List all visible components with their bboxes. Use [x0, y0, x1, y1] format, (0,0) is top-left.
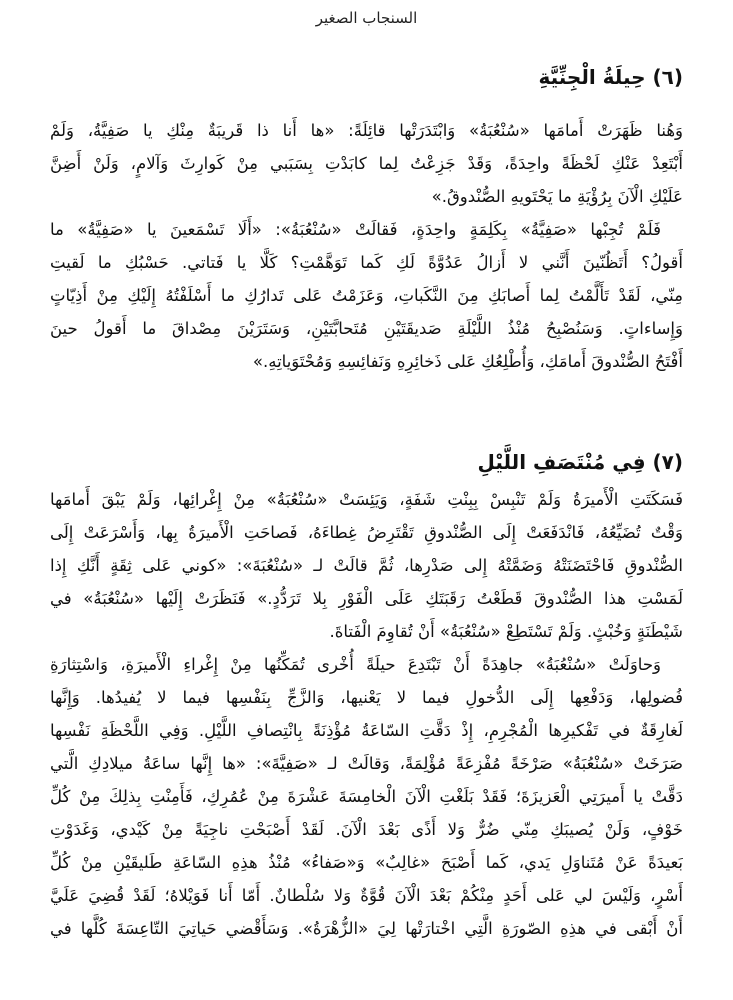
- paragraph: [50, 483, 683, 648]
- text-line: وَقْتٌ تُضَيِّعُهُ، فَانْدَفَعَتْ إِلَى الصُّنْدوقِ تَقْتَرِضُ غِطاءَهُ، فَصاحَتِ الْأَميرَةُ بِها، وَأَسْرَعَتْ إِلَى: [50, 523, 683, 542]
- text-line: أَقولُ؟ أَتَظُنّينَ أَنَّني لا أَزالُ عَدُوَّةً لَكِ كَما تَوَهَّمْتِ؟ كَلَّا يا فَتاتي. حَسْبُكِ ما لَقيتِ: [50, 253, 683, 272]
- section-title-6: (٦) حِيلَةُ الْجِنِّيَّةِ: [538, 65, 683, 89]
- text-line: أَنْ أَبْقى في هذِهِ الصّورَةِ الَّتِي اخْتارَتْها لِيَ «الزُّهْرَةُ». وَسَأَقْضي حَياتِيَ التّاعِسَةَ كُلَّها في: [50, 919, 683, 938]
- text-line: فَلَمْ تُجِبْها «صَفِيَّةُ» بِكَلِمَةٍ واحِدَةٍ، فَقالَتْ «سُنْعُبَةُ»: «أَلَا تَسْمَعينَ يا «صَفِيَّةُ» ما: [50, 220, 661, 239]
- text-line: عَلَيْكِ الْآنَ بِرُؤْيَةِ ما يَحْتَويهِ الصُّنْدوقُ.»: [431, 187, 683, 206]
- paragraph: [50, 213, 683, 378]
- text-line: دَقَّتْ يا أَميرَتِي الْعَزيزَةَ؛ فَقَدْ بَلَغْتِ الْآنَ الْخامِسَةَ عَشْرَةَ مِنْ عُمُرِكِ، فَأَمِنْتِ بِذلِكَ مِنْ كُلِّ: [50, 787, 683, 806]
- text-line: لَغارِقَةٌ في تَفْكيرِها الْمُجْرِمِ، إِذْ دَقَّتِ السّاعَةُ مُؤْذِنَةً بِانْتِصافِ اللَّيْلِ. وَفِي اللَّحْظَةِ نَفْسِها: [50, 721, 683, 740]
- text-line: فُضولِها، وَدَفْعِها إِلَى الدُّخولِ فيما لا يَعْنيها، وَالزَّجِّ بِنَفْسِها فيما لا يُفيدُها. وَإِنَّها: [50, 688, 683, 707]
- text-line: مِنّي، لَقَدْ تَأَلَّمْتُ لِما أَصابَكِ مِنَ النَّكَباتِ، وَعَزَمْتُ عَلى تَدارُكِ ما أَسْلَفْتُهُ إِلَيْكِ مِنْ أَذِيّاتٍ: [50, 286, 683, 305]
- text-line: بَعيدَةً عَنْ مُتَناوَلِ يَدي، كَما أَصْبَحَ «غالِبٌ» وَ«صَفاءُ» مُنْذُ هذِهِ السّاعَةِ طَليقَيْنِ مِنْ كُلِّ: [50, 853, 683, 872]
- text-line: صَرَخَتْ «سُنْعُبَةُ» صَرْخَةً مُفْزِعَةً مُؤْلِمَةً، وَقالَتْ لـ «صَفِيَّةَ»: «ها إِنَّها ساعَةُ ميلادِكِ الَّتي: [50, 754, 683, 773]
- text-line: أَبْتَعِدْ عَنْكِ لَحْظَةً واحِدَةً، وَقَدْ جَزِعْتُ لِما كابَدْتِ بِسَبَبي مِنْ كَوارِثَ وَآلامٍ، وَلَنْ أَضِنَّ: [50, 154, 683, 173]
- text-line: وَحاوَلَتْ «سُنْعُبَةُ» جاهِدَةً أَنْ تَبْتَدِعَ حيلَةً أُخْرى تُمَكِّنُها مِنْ إِغْراءِ الْأَميرَةِ، وَاسْتِثارَةِ: [50, 655, 661, 674]
- text-line: وَهُنا ظَهَرَتْ أَمامَها «سُنْعُبَةُ» وَابْتَدَرَتْها قائِلَةً: «ها أَنا ذا قَريبَةٌ مِنْكِ يا صَفِيَّةُ، وَلَمْ: [50, 121, 683, 140]
- section-title-7: (٧) فِي مُنْتَصَفِ اللَّيْلِ: [477, 450, 683, 474]
- text-line: أَفْتَحُ الصُّنْدوقَ أَمامَكِ، وَأُطْلِعُكِ عَلى ذَخائِرِهِ وَنَفائِسِهِ وَمُحْتَوَياتِهِ.»: [252, 352, 683, 371]
- text-line: فَسَكَتَتِ الْأَميرَةُ وَلَمْ تَنْبِسْ بِبِنْتِ شَفَةٍ، وَيَئِسَتْ «سُنْعُبَةُ» مِنْ إِغْرائِها، وَلَمْ يَبْقَ أَمامَها: [50, 490, 683, 509]
- text-line: وَإِساءاتٍ. وَسَنُصْبِحُ مُنْذُ اللَّيْلَةِ صَديقَتَيْنِ مُتَحابَّتَيْنِ، وَسَتَرَيْنَ مِصْداقَ ما أَقولُ حينَ: [50, 319, 683, 338]
- paragraph: [50, 114, 683, 213]
- text-line: خَوْفٍ، وَلَنْ يُصيبَكِ مِنّي ضُرٌّ وَلا أَذًى بَعْدَ الْآنَ. لَقَدْ أَصْبَحْتِ ناجِيَةً مِنْ كَيْدي، وَغَدَوْتِ: [50, 820, 683, 839]
- text-line: الصُّنْدوقِ فَاحْتَضَنَتْهُ وَضَمَّتْهُ إِلى صَدْرِها، ثُمَّ قالَتْ لـ «سُنْعُبَةَ»: «كوني عَلى ثِقَةٍ أَنَّكِ إِذا: [50, 556, 683, 575]
- running-header: السنجاب الصغير: [315, 9, 418, 27]
- paragraph: [50, 648, 683, 945]
- text-line: لَمَسْتِ هذا الصُّنْدوقَ قَطَعْتُ رَقَبَتَكِ عَلَى الْفَوْرِ بِلا تَرَدُّدٍ.» فَنَظَرَتْ إِلَيْها «سُنْعُبَةُ» في: [50, 589, 683, 608]
- text-line: شَيْطَنَةٍ وَخُبْثٍ. وَلَمْ تَسْتَطِعْ «سُنْعُبَةُ» أَنْ تُقاوِمَ الْفَتاةَ.: [329, 622, 683, 641]
- text-line: أَسْرٍ، وَلَيْسَ لي عَلى أَحَدٍ مِنْكُمْ بَعْدَ الْآنَ قُوَّةٌ وَلا سُلْطانٌ. أَمّا أَنا فَوَيْلاهُ؛ لَقَدْ قُضِيَ عَلَيَّ: [50, 886, 683, 905]
